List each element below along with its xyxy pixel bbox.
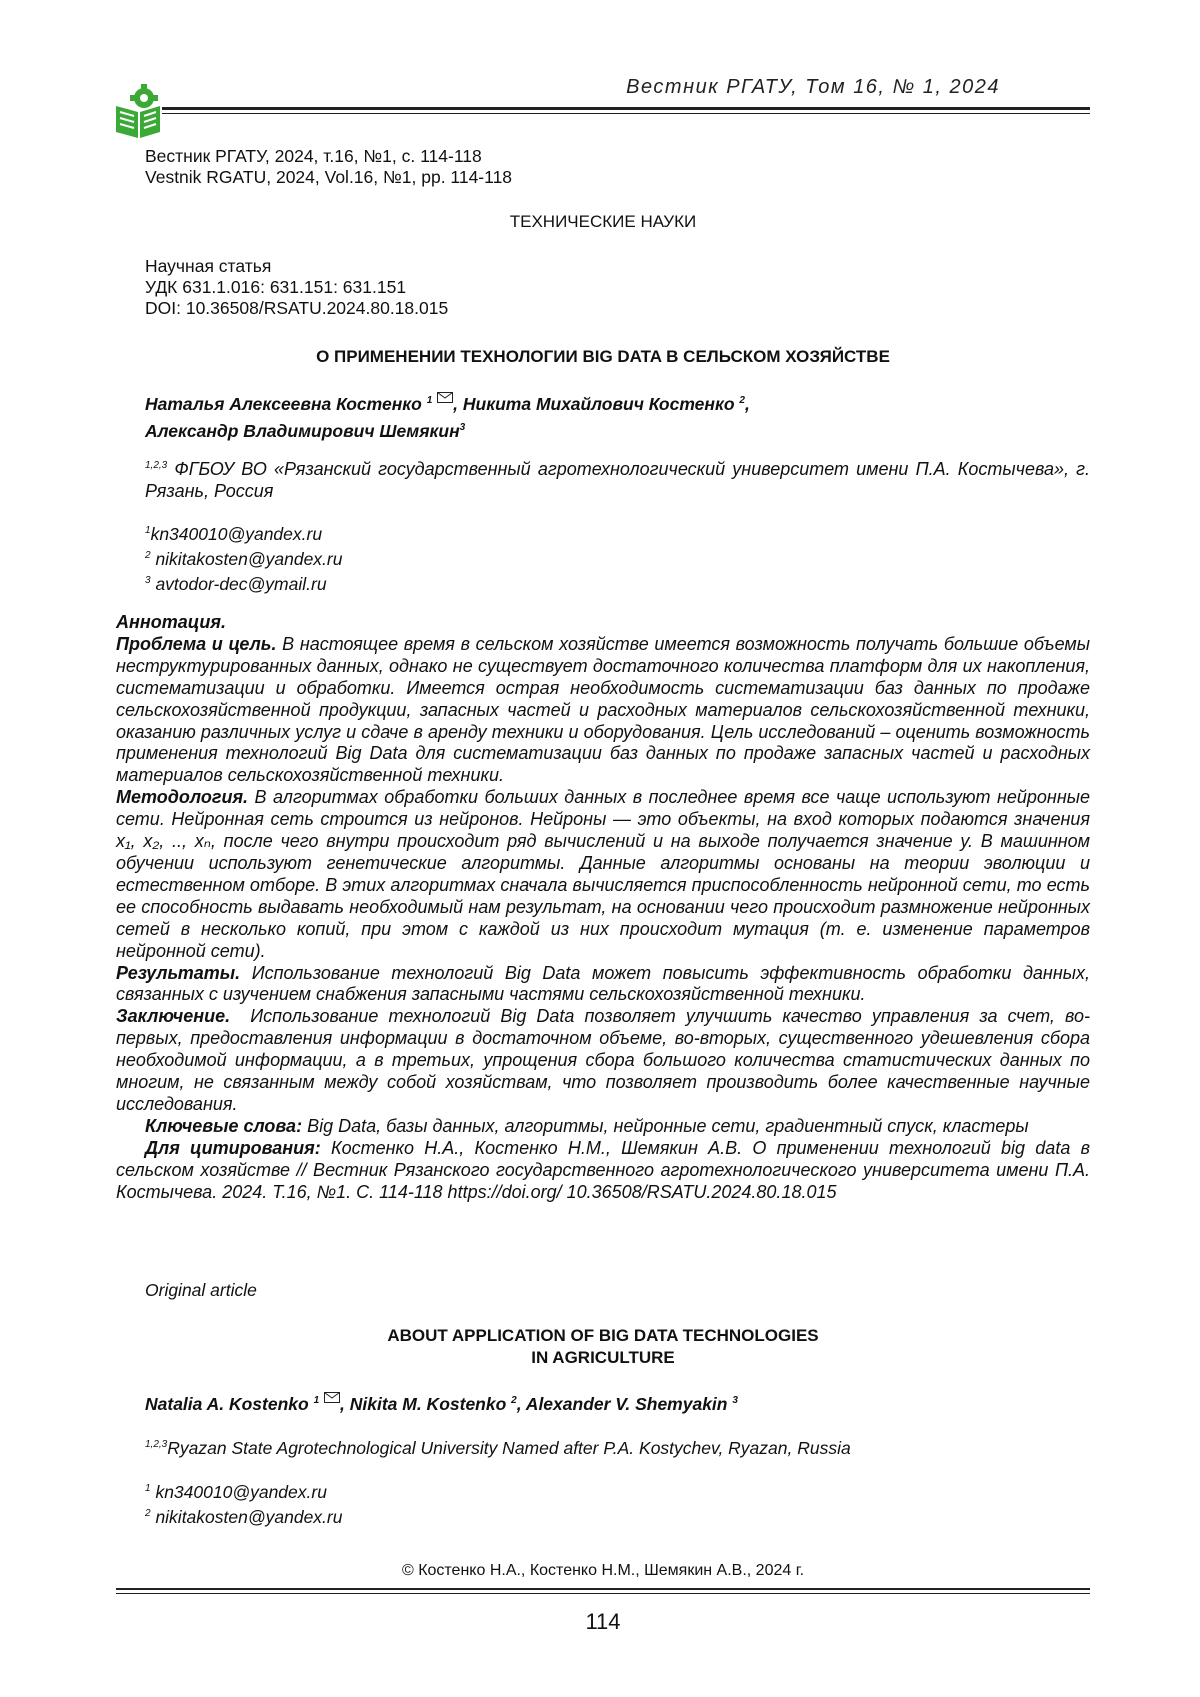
email-en-1: kn340010@yandex.ru	[155, 1481, 327, 1502]
conclusion-label: Заключение.	[116, 1006, 231, 1027]
affiliation-en	[145, 1434, 1090, 1459]
email-sup: 1	[145, 525, 151, 536]
article-meta	[145, 256, 1090, 319]
abstract-method	[116, 787, 1090, 962]
abstract-conclusion	[116, 1006, 1090, 1116]
running-journal-title: Вестник РГАТУ, Том 16, № 1, 2024	[626, 76, 1000, 98]
abstract-problem	[116, 634, 1090, 787]
email-en-sup: 1	[145, 1483, 151, 1494]
udk: УДК 631.1.016: 631.151: 631.151	[145, 277, 407, 297]
article-type: Научная статья	[145, 256, 272, 276]
author-en-2-sup: 2	[511, 1395, 517, 1406]
citation-block	[145, 146, 1090, 188]
affiliation-en-sup: 1,2,3	[145, 1439, 168, 1450]
article-title-ru: О ПРИМЕНЕНИИ ТЕХНОЛОГИИ BIG DATA В СЕЛЬСКОМ ХОЗЯЙСТВЕ	[316, 347, 890, 366]
author-en-1: Natalia A. Kostenko	[145, 1393, 309, 1414]
email-sup: 2	[145, 549, 151, 561]
emails-en	[145, 1478, 1090, 1528]
results-label: Результаты.	[116, 962, 241, 983]
author-en-2: , Nikita M. Kostenko	[340, 1393, 507, 1414]
method-text: В алгоритмах обработки больших данных в последнее время все чаще используют нейронные сети. Нейронная сеть строится из нейронов. Нейроны — это объекты, на вход которых подаются значения x₁, x₂, .., xₙ, после чего внутри происходит ряд вычислений и на выходе получается значение y. В машинном обучении используют генетические алгоритмы. Данные алгоритмы основаны на теории эволюции и естественном отборе. В этих алгоритмах сначала вычисляется приспособленность нейронной сети, то есть ее способность выдавать необходимый нам результат, на основании чего происходит размножение нейронных сетей в несколько копий, при этом с каждой из них происходит мутация (т. е. изменение параметров нейронной сети).	[116, 787, 1090, 961]
how-to-cite	[116, 1138, 1090, 1204]
author-2-sup: 2	[739, 395, 745, 406]
author-1-sup: 1	[426, 395, 433, 406]
affiliation-ru-sup: 1,2,3	[145, 460, 168, 471]
footer-rule-thin	[116, 1593, 1090, 1594]
footer-rule	[116, 1588, 1090, 1590]
header-rule-thin	[162, 113, 1090, 114]
article-title-en	[116, 1325, 1090, 1369]
keywords-label: Ключевые слова:	[145, 1115, 303, 1136]
copyright: © Костенко Н.А., Костенко Н.М., Шемякин А.В., 2024 г.	[401, 1562, 805, 1579]
citation-en: Vestnik RGATU, 2024, Vol.16, №1, pp. 114-118	[145, 167, 513, 187]
authors-en	[145, 1390, 1090, 1415]
affiliation-ru-text: ФГБОУ ВО «Рязанский государственный агротехнологический университет имени П.А. Костычева», г. Рязань, Россия	[145, 459, 1090, 501]
section-heading: ТЕХНИЧЕСКИЕ НАУКИ	[509, 212, 697, 231]
authors-ru	[145, 389, 1090, 443]
abstract-ru	[116, 612, 1090, 1203]
method-label: Методология.	[116, 787, 249, 808]
abstract-heading: Аннотация.	[116, 612, 226, 632]
email-1: kn340010@yandex.ru	[150, 523, 323, 544]
problem-label: Проблема и цель.	[116, 633, 277, 654]
results-text: Использование технологий Big Data может повысить эффективность обработки данных, связанных с изучением снабжения запасными частями сельскохозяйственной техники.	[116, 962, 1090, 1005]
author-3-sup: 3	[459, 421, 466, 433]
author-1: Наталья Алексеевна Костенко	[145, 393, 422, 414]
cite-text: Костенко Н.А., Костенко Н.М., Шемякин А.В. О применении технологий big data в сельском хозяйстве // Вестник Рязанского государственного агротехнологического университета имени П.А. Костычева. 2024. Т.16, №1. С. 114-118 https://doi.org/ 10.36508/RSATU.2024.80.18.015	[116, 1137, 1090, 1202]
affiliation-ru	[145, 455, 1090, 502]
title-en-line-2: IN AGRICULTURE	[531, 1348, 675, 1367]
abstract-results	[116, 963, 1090, 1007]
problem-text: В настоящее время в сельском хозяйстве имеется возможность получать большие объемы неструктурированных данных, однако не существует достаточного количества платформ для их накопления, систематизации и обработки. Имеется острая необходимость систематизации баз данных по продаже сельскохозяйственной продукции, запасных частей и расходных материалов сельскохозяйственной техники, оказанию различных услуг и сдаче в аренду техники и оборудования. Цель исследований – оценить возможность применения технологий Big Data для систематизации баз данных по продаже запасных частей и расходных материалов сельскохозяйственной техники.	[116, 633, 1090, 786]
header-rule	[162, 107, 1090, 110]
email-sup: 3	[145, 574, 151, 586]
affiliation-en-text: Ryazan State Agrotechnological University Named after P.A. Kostychev, Ryazan, Russia	[167, 1437, 851, 1458]
email-3: avtodor-dec@ymail.ru	[155, 573, 327, 594]
author-en-3: , Alexander V. Shemyakin	[516, 1393, 728, 1414]
envelope-icon	[324, 1392, 340, 1403]
keywords	[116, 1116, 1090, 1138]
author-en-1-sup: 1	[313, 1395, 320, 1406]
journal-logo-icon	[114, 84, 162, 138]
author-3: Александр Владимирович Шемякин	[145, 420, 460, 441]
email-en-2: nikitakosten@yandex.ru	[155, 1506, 343, 1527]
email-en-sup: 2	[145, 1507, 151, 1519]
keywords-text: Big Data, базы данных, алгоритмы, нейронные сети, градиентный спуск, кластеры	[307, 1115, 1029, 1136]
article-type-en: Original article	[145, 1280, 257, 1300]
page-number: 114	[585, 1609, 621, 1634]
cite-label: Для цитирования:	[145, 1137, 321, 1158]
author-2-comma: ,	[744, 393, 750, 414]
doi: DOI: 10.36508/RSATU.2024.80.18.015	[145, 298, 449, 318]
title-en-line-1: ABOUT APPLICATION OF BIG DATA TECHNOLOGIES	[387, 1326, 819, 1345]
envelope-icon	[437, 392, 453, 403]
emails-ru	[145, 520, 1090, 594]
conclusion-text: Использование технологий Big Data позволяет улучшить качество управления за счет, во-первых, предоставления информации в достаточном объеме, во-вторых, существенного удешевления сбора необходимой информации, а в третьих, упрощения сбора большого количества статистических данных по многим, не связанным между собой хозяйствам, что позволяет производить более качественные научные исследования.	[116, 1006, 1090, 1114]
email-2: nikitakosten@yandex.ru	[155, 548, 343, 569]
author-en-3-sup: 3	[732, 1395, 738, 1406]
author-2: , Никита Михайлович Костенко	[453, 393, 735, 414]
citation-ru: Вестник РГАТУ, 2024, т.16, №1, с. 114-118	[145, 146, 482, 166]
